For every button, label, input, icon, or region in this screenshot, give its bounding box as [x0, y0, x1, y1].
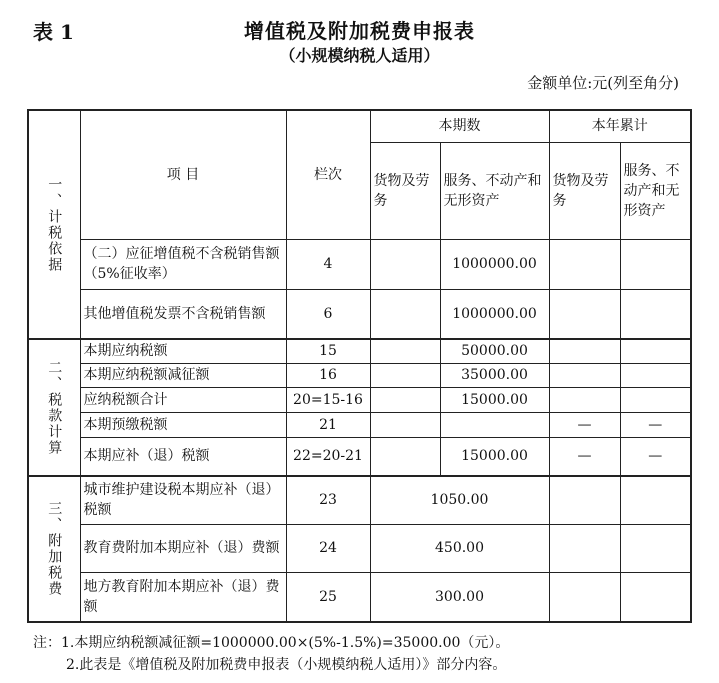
table-row [28, 524, 691, 572]
note-1: 注：1.本期应纳税额减征额=1000000.00×(5%-1.5%)=35000.00（元）。 [33, 635, 510, 651]
row-line: 25 [286, 572, 370, 622]
column-header-year: 本年累计 [549, 110, 691, 142]
row-value: 1050.00 [370, 476, 549, 524]
row-goods [370, 363, 440, 387]
table-row [28, 239, 691, 289]
row-year-goods [549, 572, 620, 622]
table-label: 表 1 [33, 20, 74, 44]
row-item: 地方教育附加本期应补（退）费额 [80, 572, 286, 622]
table-row [28, 476, 691, 524]
row-goods [370, 412, 440, 437]
row-item: 本期应纳税额 [80, 339, 286, 363]
row-services: 1000000.00 [440, 289, 549, 339]
section-cell-3 [28, 476, 80, 622]
row-services: 15000.00 [440, 437, 549, 476]
row-line: 15 [286, 339, 370, 363]
row-services [440, 412, 549, 437]
row-year-services [620, 289, 691, 339]
row-year-goods [549, 387, 620, 412]
row-year-services [620, 524, 691, 572]
tax-return-table [27, 109, 692, 623]
table-row [28, 437, 691, 476]
row-year-services [620, 339, 691, 363]
row-line: 24 [286, 524, 370, 572]
row-item: 城市维护建设税本期应补（退）税额 [80, 476, 286, 524]
row-item: 本期应补（退）税额 [80, 437, 286, 476]
section-name: 一、计税依据 [46, 176, 63, 273]
row-goods [370, 387, 440, 412]
row-goods [370, 339, 440, 363]
row-value: 450.00 [370, 524, 549, 572]
column-header-line: 栏次 [286, 110, 370, 239]
section-cell-2 [28, 339, 80, 476]
row-year-goods [549, 524, 620, 572]
row-year-goods [549, 239, 620, 289]
table-header-row-1 [28, 110, 691, 142]
section-name: 二、税款计算 [46, 359, 63, 456]
column-header-services: 服务、不动产和无形资产 [440, 142, 549, 239]
row-line: 6 [286, 289, 370, 339]
row-year-services [620, 363, 691, 387]
row-year-services [620, 239, 691, 289]
row-item: 本期应纳税额减征额 [80, 363, 286, 387]
note-2: 2.此表是《增值税及附加税费申报表（小规模纳税人适用）》部分内容。 [66, 657, 507, 673]
unit-note: 金额单位:元(列至角分) [527, 74, 679, 92]
row-item: 其他增值税发票不含税销售额 [80, 289, 286, 339]
row-goods [370, 437, 440, 476]
row-services: 15000.00 [440, 387, 549, 412]
row-goods [370, 289, 440, 339]
row-year-services [620, 572, 691, 622]
row-services: 35000.00 [440, 363, 549, 387]
notes [33, 632, 509, 676]
row-year-services [620, 476, 691, 524]
table-row [28, 339, 691, 363]
row-value: 300.00 [370, 572, 549, 622]
row-year-services: — [620, 437, 691, 476]
row-line: 16 [286, 363, 370, 387]
row-year-goods [549, 476, 620, 524]
table-row [28, 412, 691, 437]
table-row [28, 289, 691, 339]
row-line: 22=20-21 [286, 437, 370, 476]
row-line: 23 [286, 476, 370, 524]
row-item: （二）应征增值税不含税销售额（5%征收率） [80, 239, 286, 289]
row-year-goods [549, 363, 620, 387]
column-header-item: 项 目 [80, 110, 286, 239]
row-line: 4 [286, 239, 370, 289]
page-subtitle: （小规模纳税人适用） [279, 46, 440, 65]
row-year-goods: — [549, 412, 620, 437]
row-services: 50000.00 [440, 339, 549, 363]
table-row [28, 363, 691, 387]
row-year-services [620, 387, 691, 412]
row-item: 本期预缴税额 [80, 412, 286, 437]
row-item: 教育费附加本期应补（退）费额 [80, 524, 286, 572]
table-row [28, 572, 691, 622]
row-year-goods [549, 289, 620, 339]
section-name: 三、附加税费 [46, 501, 63, 597]
section-cell-1 [28, 110, 80, 339]
column-header-goods: 货物及劳务 [370, 142, 440, 239]
column-header-current: 本期数 [370, 110, 549, 142]
row-year-services: — [620, 412, 691, 437]
row-item: 应纳税额合计 [80, 387, 286, 412]
page-title: 增值税及附加税费申报表 [244, 19, 475, 43]
column-header-year-services: 服务、不动产和无形资产 [620, 142, 691, 239]
row-line: 20=15-16 [286, 387, 370, 412]
column-header-year-goods: 货物及劳务 [549, 142, 620, 239]
row-services: 1000000.00 [440, 239, 549, 289]
table-row [28, 387, 691, 412]
row-year-goods: — [549, 437, 620, 476]
row-line: 21 [286, 412, 370, 437]
row-year-goods [549, 339, 620, 363]
row-goods [370, 239, 440, 289]
